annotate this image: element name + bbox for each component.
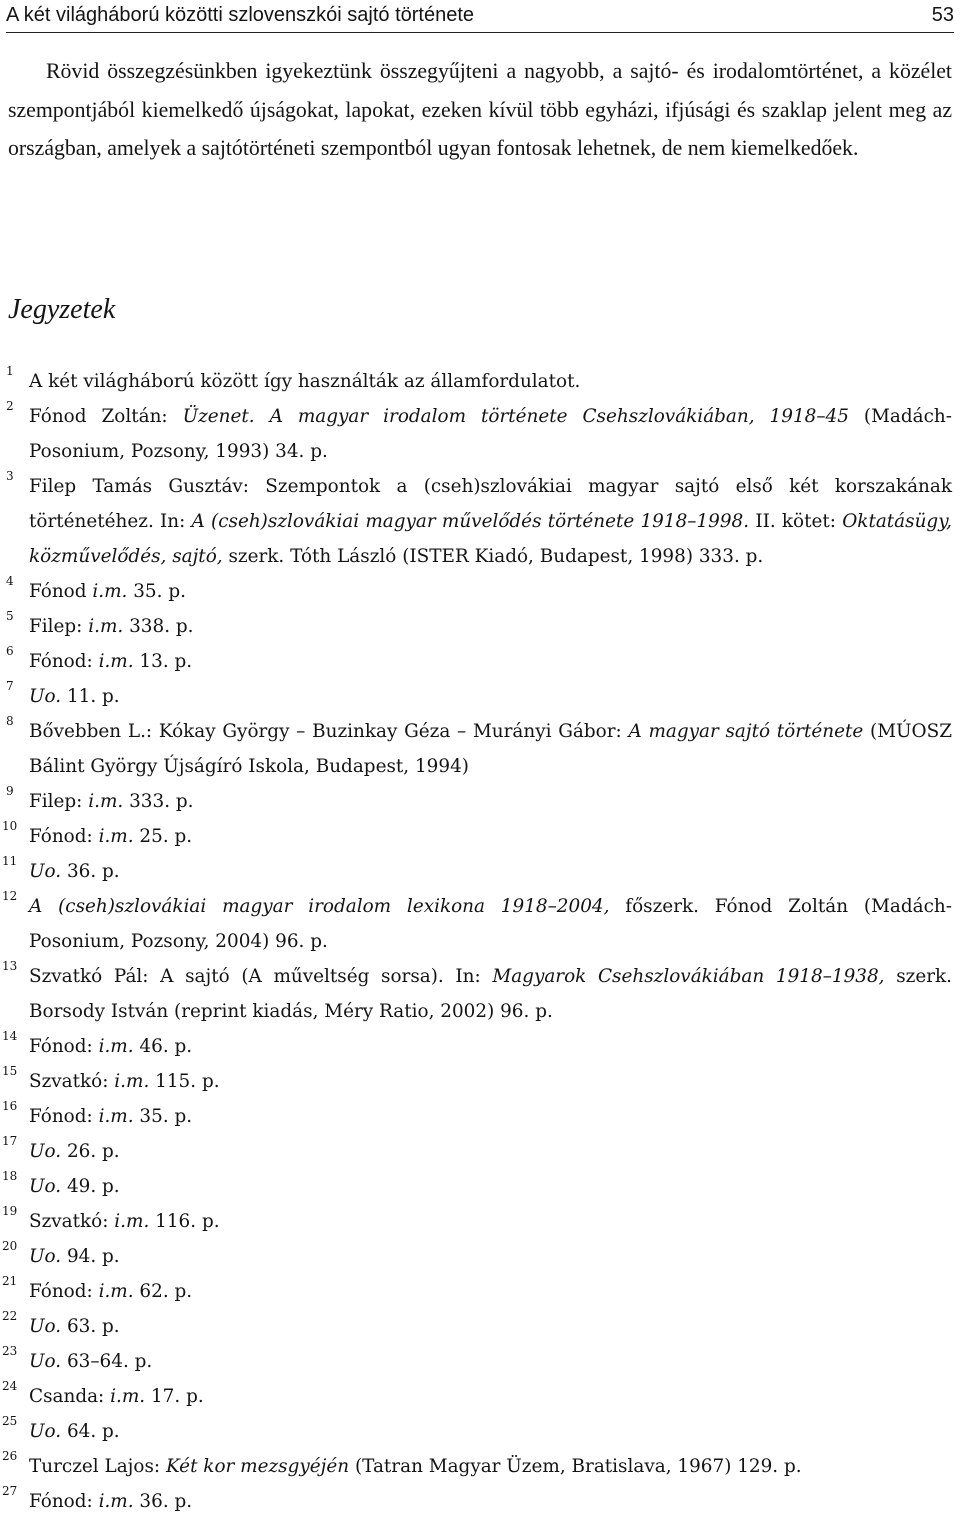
footnote-number: 10 [2,819,18,833]
footnote-italic-text: i.m. [98,1281,134,1302]
footnote-text: 64. p. [61,1421,120,1442]
footnote-text: Filep: [29,616,89,637]
running-head [6,0,954,33]
footnote-italic-text: Uo. [29,1351,62,1372]
footnote-text: szerk. Tóth László (ISTER Kiadó, Budapest, 1998) 333. p. [222,546,764,567]
body-paragraph: Rövid összegzésünkben igyekeztünk összegyűjteni a nagyobb, a sajtó- és irodalomtörténet, a közélet szempontjából kiemelkedő újságokat, lapokat, ezeken kívül több egyházi, ifjúsági és szaklap jelent meg az országban, amelyek a sajtótörténeti szempontból ugyan fontosak lehetnek, de nem kiemelkedőek. [8,59,952,160]
notes-list [0,364,952,1519]
footnote-number: 7 [6,679,14,693]
footnote-italic-text: Oktatásügy, közművelődés, sajtó, [29,511,952,567]
footnote-italic-text: A (cseh)szlovákiai magyar irodalom lexikona 1918–2004, [29,896,610,917]
footnote-italic-text: Uo. [29,1421,62,1442]
footnote-text: 35. p. [127,581,186,602]
footnote-text: 62. p. [133,1281,193,1302]
footnote [0,854,952,889]
footnote-text: Szvatkó: [29,1071,115,1092]
footnote-text: 35. p. [133,1106,193,1127]
footnote-italic-text: i.m. [114,1071,150,1092]
footnote-number: 4 [6,574,14,588]
footnote [0,1239,952,1274]
footnote-text: 46. p. [133,1036,193,1057]
footnote-text: 13. p. [133,651,193,672]
footnote-text: A két világháború között így használták az államfordulatot. [29,371,581,392]
footnote [0,1484,952,1519]
footnote-text: 333. p. [123,791,194,812]
footnote-text: 25. p. [133,826,193,847]
footnote-italic-text: i.m. [92,581,128,602]
page-number: 53 [931,4,954,26]
footnote-text: Fónod: [29,1281,99,1302]
footnote-number: 16 [2,1099,18,1113]
footnote [0,574,952,609]
footnote-italic-text: i.m. [114,1211,150,1232]
running-title: A két világháború közötti szlovenszkói sajtó története [6,4,475,26]
footnote-italic-text: Uo. [29,1246,62,1267]
footnote-italic-text: i.m. [98,1036,134,1057]
footnote-number: 27 [2,1484,18,1498]
footnote [0,1379,952,1414]
footnote-italic-text: i.m. [98,1491,134,1512]
footnote-italic-text: i.m. [98,826,134,847]
footnote-text: 63–64. p. [61,1351,153,1372]
footnote-number: 5 [6,609,14,623]
footnote [0,959,952,1029]
footnote-italic-text: i.m. [110,1386,146,1407]
footnote-text: Szvatkó: [29,1211,115,1232]
footnote-number: 1 [6,364,14,378]
footnote [0,714,952,784]
footnote [0,1449,952,1484]
footnote [0,1414,952,1449]
footnote-text: 36. p. [61,861,120,882]
footnote-text: 63. p. [61,1316,120,1337]
footnote-number: 14 [2,1029,18,1043]
footnote-text: 26. p. [61,1141,120,1162]
footnote-text: Fónod: [29,651,99,672]
footnote-text: (MÚOSZ Bálint György Újságíró Iskola, Budapest, 1994) [29,721,952,777]
footnote-text: 338. p. [123,616,194,637]
footnote-number: 17 [2,1134,18,1148]
footnote-number: 26 [2,1449,18,1463]
footnote-italic-text: A magyar sajtó története [628,721,864,742]
footnote-italic-text: i.m. [88,791,124,812]
footnote-number: 24 [2,1379,18,1393]
footnote-text: Bővebben L.: Kókay György – Buzinkay Géza – Murányi Gábor: [29,721,629,742]
footnote-text: 36. p. [133,1491,193,1512]
footnote [0,679,952,714]
footnote-number: 12 [2,889,18,903]
footnote-italic-text: Két kor mezsgyéjén [165,1456,350,1477]
footnote-text: Fónod Zoltán: [29,406,183,427]
footnote-text: Fónod: [29,1106,99,1127]
footnote-italic-text: Uo. [29,1316,62,1337]
footnote-number: 2 [6,399,14,413]
footnote [0,1099,952,1134]
footnote-italic-text: Uo. [29,686,62,707]
footnote-text: 17. p. [145,1386,204,1407]
footnote-text: Filep: [29,791,89,812]
footnote-text: Fónod: [29,826,99,847]
footnote [0,399,952,469]
footnote-italic-text: i.m. [98,1106,134,1127]
footnote-number: 13 [2,959,18,973]
footnote-number: 23 [2,1344,18,1358]
footnote [0,1274,952,1309]
footnote-text: Fónod [29,581,93,602]
footnote [0,784,952,819]
footnote-text: Fónod: [29,1036,99,1057]
footnote-number: 21 [2,1274,18,1288]
footnote [0,1204,952,1239]
footnote-number: 9 [6,784,14,798]
footnote [0,1029,952,1064]
footnote-number: 11 [2,854,18,868]
footnote-text: Fónod: [29,1491,99,1512]
footnote [0,469,952,574]
footnote-number: 8 [6,714,14,728]
footnote-number: 25 [2,1414,18,1428]
footnote-number: 18 [2,1169,18,1183]
footnote-text: 115. p. [149,1071,220,1092]
footnote-text: Csanda: [29,1386,111,1407]
footnote-text: (Tatran Magyar Üzem, Bratislava, 1967) 129. p. [349,1456,802,1477]
footnote-text: 94. p. [61,1246,120,1267]
footnote [0,644,952,679]
footnote-number: 20 [2,1239,18,1253]
footnote-number: 15 [2,1064,18,1078]
footnote-text: (Madách-Posonium, Pozsony, 1993) 34. p. [29,406,952,462]
footnote-text: 116. p. [149,1211,220,1232]
footnote [0,1344,952,1379]
footnote [0,364,952,399]
footnote [0,1309,952,1344]
footnote-italic-text: Uo. [29,1176,62,1197]
footnote-text: főszerk. Fónod Zoltán (Madách-Posonium, Pozsony, 2004) 96. p. [29,896,952,952]
footnote-italic-text: i.m. [88,616,124,637]
footnote-italic-text: Uo. [29,861,62,882]
footnote-italic-text: Uo. [29,1141,62,1162]
footnote [0,889,952,959]
footnote-italic-text: Magyarok Csehszlovákiában 1918–1938, [492,966,885,987]
footnote-text: Szvatkó Pál: A sajtó (A műveltség sorsa). In: [29,966,493,987]
footnote-number: 6 [6,644,14,658]
footnote-italic-text: Üzenet. A magyar irodalom története Csehszlovákiában, 1918–45 [182,406,849,427]
footnote [0,609,952,644]
footnote-text: Turczel Lajos: [29,1456,166,1477]
footnote-text: 11. p. [61,686,120,707]
footnote-italic-text: i.m. [98,651,134,672]
footnote [0,1134,952,1169]
notes-heading: Jegyzetek [8,294,116,325]
footnote-text: szerk. Borsody István (reprint kiadás, Méry Ratio, 2002) 96. p. [29,966,952,1022]
footnote-italic-text: A (cseh)szlovákiai magyar művelődés története 1918–1998. [191,511,750,532]
footnote [0,1169,952,1204]
footnote [0,819,952,854]
footnote-number: 22 [2,1309,18,1323]
footnote-text: II. kötet: [749,511,843,532]
footnote [0,1064,952,1099]
footnote-text: 49. p. [61,1176,120,1197]
footnote-text: Filep Tamás Gusztáv: Szempontok a (cseh)szlovákiai magyar sajtó első két korszakának történetéhez. In: [29,476,952,532]
footnote-number: 19 [2,1204,18,1218]
footnote-number: 3 [6,469,14,483]
